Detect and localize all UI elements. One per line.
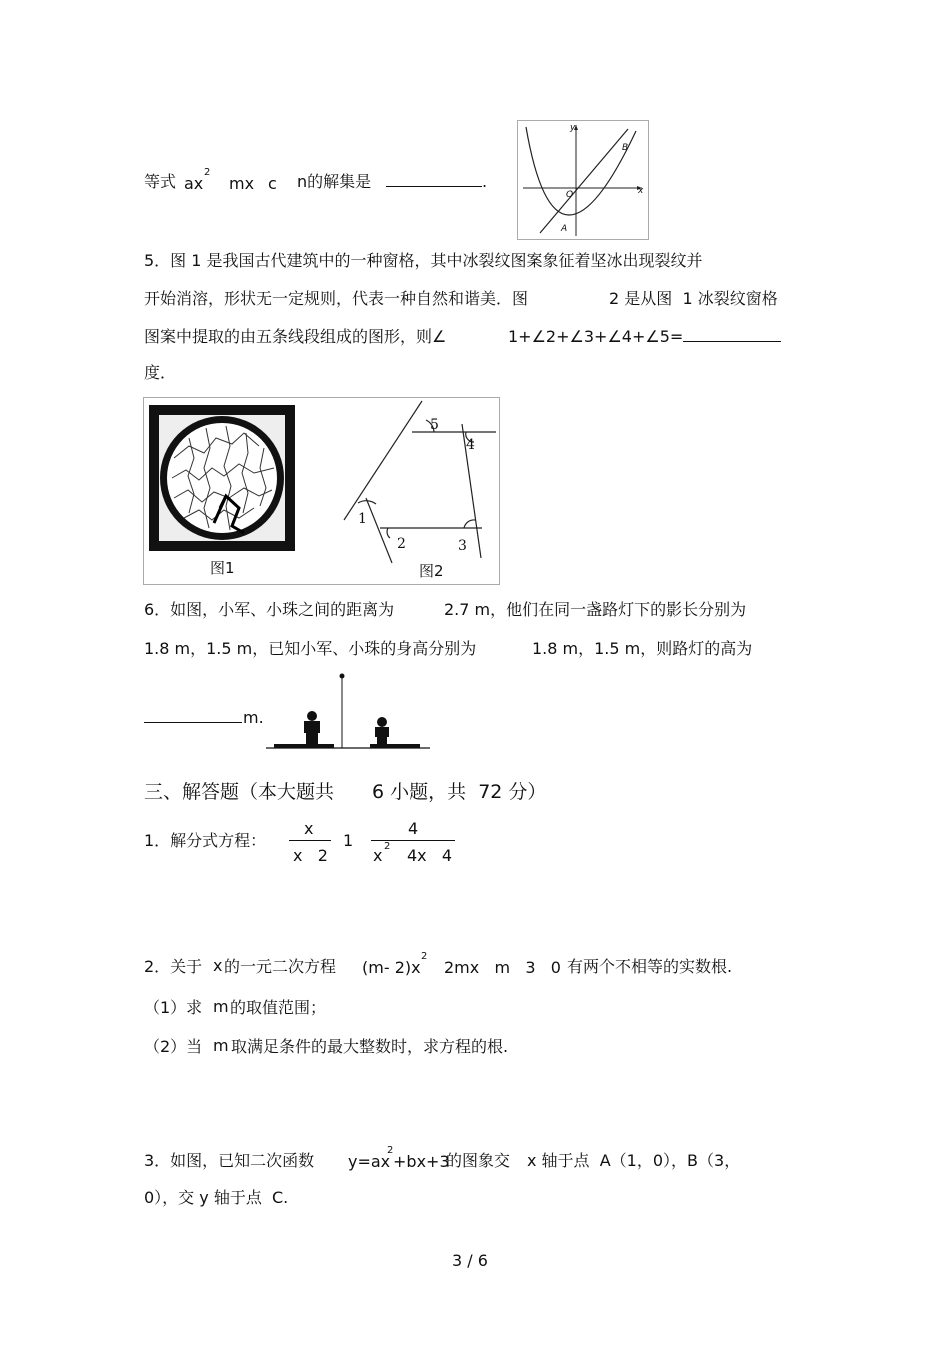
fig2-angle-1: 1 <box>358 511 367 527</box>
p3-eq-b: +bx+3 <box>393 1152 450 1171</box>
page-number: 3 / 6 <box>452 1251 488 1270</box>
parabola-a-label: A <box>561 224 568 234</box>
p3-line2: 0），交 y 轴于点 C. <box>144 1188 289 1207</box>
p1-frac2-den-sup: 2 <box>384 841 391 852</box>
q6-line3-end: m. <box>243 708 264 727</box>
p3-line1-b: 的图象交 <box>446 1151 511 1170</box>
p2-sup2: 2 <box>421 951 428 962</box>
p3-sup2: 2 <box>387 1145 394 1156</box>
parabola-y-label: y <box>570 123 576 133</box>
q4-mx: mx <box>229 174 255 193</box>
p2-x: x <box>213 956 223 975</box>
q6-answer-blank[interactable] <box>144 708 242 728</box>
parabola-b-label: B <box>622 143 629 153</box>
p2-line1-a: 2．关于 <box>144 957 203 976</box>
q5-line2-b: 2 是从图 1 冰裂纹窗格 <box>609 289 778 308</box>
q5-line4: 度． <box>144 363 177 382</box>
section3-title-a: 三、解答题（本大题共 <box>144 781 335 803</box>
p1-frac1-den: x 2 <box>293 846 328 865</box>
p2-sub1-a: （1）求 <box>144 998 203 1017</box>
p1-frac2-den-b: 4x 4 <box>407 846 453 865</box>
p1-one: 1 <box>343 831 354 850</box>
p1-frac2-den-a: x <box>373 846 383 865</box>
q5-line3-b: 1+∠2+∠3+∠4+∠5= <box>508 327 684 346</box>
parabola-figure <box>517 120 649 240</box>
fig2-angle-5: 5 <box>430 417 439 433</box>
fig2-caption: 图2 <box>419 562 444 580</box>
p3-line1-a: 3．如图，已知二次函数 <box>144 1151 315 1170</box>
fig2-angle-3: 3 <box>458 538 467 554</box>
fig1-caption: 图1 <box>210 559 235 577</box>
q6-line2-b: 1.8 m，1.5 m，则路灯的高为 <box>532 639 753 658</box>
q6-line1-b: 2.7 m，他们在同一盏路灯下的影长分别为 <box>444 600 747 619</box>
q6-line2-a: 1.8 m，1.5 m，已知小军、小珠的身高分别为 <box>144 639 477 658</box>
q6-line1-a: 6．如图，小军、小珠之间的距离为 <box>144 600 395 619</box>
q4-sup2: 2 <box>204 167 211 178</box>
p2-sub1-b: 的取值范围； <box>230 998 327 1017</box>
q5-figures <box>143 397 500 585</box>
q4-end: . <box>482 172 488 191</box>
q5-answer-blank[interactable] <box>683 327 781 347</box>
p2-sub2-a: （2）当 <box>144 1037 203 1056</box>
section3-title-b: 6 小题，共 72 分） <box>372 781 547 803</box>
q5-line1: 5．图 1 是我国古代建筑中的一种窗格，其中冰裂纹图案象征着坚冰出现裂纹并 <box>144 251 703 270</box>
p1-frac2-num: 4 <box>408 819 419 838</box>
p2-line1-c: 有两个不相等的实数根. <box>567 957 733 976</box>
p2-sub2-m: m <box>213 1036 229 1055</box>
q4-prefix: 等式 <box>144 172 177 191</box>
q4-n-text: n的解集是 <box>297 172 372 191</box>
fig2-angle-4: 4 <box>466 437 475 453</box>
p2-eq-a: (m- 2)x <box>362 958 421 977</box>
q5-line3-a: 图案中提取的由五条线段组成的图形，则∠ <box>144 327 447 346</box>
q4-c: c <box>268 174 277 193</box>
lamp-figure <box>266 670 432 752</box>
q4-answer-blank[interactable] <box>386 172 482 192</box>
p1-frac1-num: x <box>304 819 314 838</box>
p2-line1-b: 的一元二次方程 <box>224 957 337 976</box>
p1-frac1-line <box>289 840 331 841</box>
parabola-x-label: x <box>638 186 644 196</box>
q5-line2-a: 开始消溶，形状无一定规则，代表一种自然和谐美．图 <box>144 289 529 308</box>
parabola-o-label: O <box>566 190 574 200</box>
p3-line1-c: x 轴于点 A（1，0），B（3， <box>527 1151 741 1170</box>
q4-ax: ax <box>184 174 204 193</box>
fig2-angle-2: 2 <box>397 536 406 552</box>
p3-eq-a: y=ax <box>348 1152 391 1171</box>
p2-eq-b: 2mx m 3 0 <box>444 958 561 977</box>
p2-sub2-b: 取满足条件的最大整数时，求方程的根. <box>231 1037 509 1056</box>
p2-sub1-m: m <box>213 997 229 1016</box>
p1-label: 1．解分式方程： <box>144 831 267 850</box>
